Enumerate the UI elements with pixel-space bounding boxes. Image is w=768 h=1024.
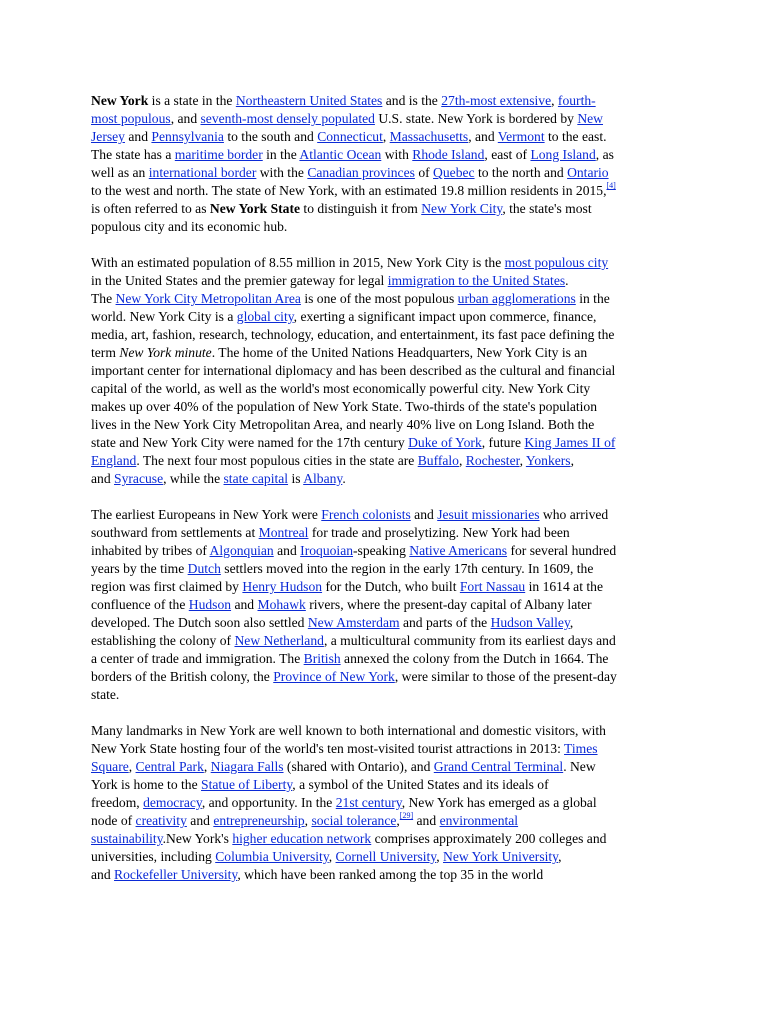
paragraph (91, 506, 691, 704)
text-run: and (410, 507, 438, 522)
text-line (91, 308, 691, 326)
wiki-link[interactable]: Buffalo (417, 453, 459, 468)
text-run: , and (468, 129, 498, 144)
wiki-link[interactable]: 27th-most extensive (441, 93, 552, 108)
text-line (91, 632, 691, 650)
text-line (91, 560, 691, 578)
wiki-link[interactable]: 21st century (335, 795, 402, 810)
text-line (91, 758, 691, 776)
text-run: and is the (382, 93, 442, 108)
text-line (91, 218, 691, 236)
text-run: , (558, 849, 562, 864)
wiki-link[interactable]: New York University (443, 849, 559, 864)
paragraph (91, 254, 691, 488)
text-line (91, 452, 691, 470)
text-run: well as an (91, 165, 149, 180)
text-line (91, 812, 691, 830)
text-line (91, 506, 691, 524)
text-run: borders of the British colony, the (91, 669, 274, 684)
wiki-link[interactable]: environmental (439, 813, 519, 828)
text-line (91, 362, 691, 380)
article-body (91, 92, 691, 884)
wiki-link[interactable]: Quebec (433, 165, 475, 180)
text-run: to the south and (223, 129, 318, 144)
wiki-link[interactable]: Yonkers (525, 453, 571, 468)
text-run: Many landmarks in New York are well known to both international and domestic visitors, with (91, 723, 606, 738)
text-run: , (203, 759, 211, 774)
wiki-link[interactable]: Rhode Island (412, 147, 485, 162)
citation-link[interactable]: [4] (606, 181, 616, 190)
text-line (91, 110, 691, 128)
wiki-link[interactable]: Northeastern United States (235, 93, 383, 108)
text-line (91, 164, 691, 182)
citation-ref[interactable] (400, 811, 413, 820)
text-line (91, 794, 691, 812)
wiki-link[interactable]: Rochester (465, 453, 520, 468)
text-run: in the (575, 291, 610, 306)
text-run: , (328, 849, 336, 864)
wiki-link[interactable]: Province of New York (273, 669, 395, 684)
text-run: in the (262, 147, 300, 162)
text-line (91, 146, 691, 164)
text-run: annexed the colony from the Dutch in 1664. The (340, 651, 609, 666)
text-run: , (128, 759, 136, 774)
text-run: universities, including (91, 849, 216, 864)
wiki-link[interactable]: Atlantic Ocean (299, 147, 382, 162)
text-run: media, art, fashion, research, technology, education, and entertainment, its fast pace defining the (91, 327, 615, 342)
text-run: , which have been ranked among the top 35 in the world (237, 867, 544, 882)
text-run: to the west and north. The state of New York, with an estimated 19.8 million residents in 2015, (91, 183, 607, 198)
paragraph-gap (91, 704, 691, 722)
text-run: for several hundred (507, 543, 617, 558)
text-run: world. New York City is a (91, 309, 237, 324)
wiki-link[interactable]: New Netherland (234, 633, 324, 648)
wiki-link[interactable]: Dutch (187, 561, 221, 576)
text-line (91, 614, 691, 632)
text-line (91, 866, 691, 884)
text-line (91, 722, 691, 740)
text-run: , were similar to those of the present-day (394, 669, 617, 684)
text-run: and (186, 813, 214, 828)
text-run: to the east. (544, 129, 607, 144)
wiki-link[interactable]: Central Park (135, 759, 204, 774)
wiki-link[interactable]: seventh-most densely populated (200, 111, 375, 126)
wiki-link[interactable]: Cornell University (335, 849, 437, 864)
text-line (91, 326, 691, 344)
text-line (91, 578, 691, 596)
wiki-link[interactable]: Hudson (188, 597, 232, 612)
citation-link[interactable]: [29] (399, 811, 414, 820)
text-run: . (342, 471, 346, 486)
text-line (91, 416, 691, 434)
text-run: developed. The Dutch soon also settled (91, 615, 308, 630)
text-run: of (414, 165, 434, 180)
wiki-link[interactable]: New York City Metropolitan Area (115, 291, 301, 306)
text-line (91, 380, 691, 398)
text-run: , future (481, 435, 525, 450)
text-run: . (565, 273, 569, 288)
wiki-link[interactable]: state capital (223, 471, 289, 486)
text-run: is (288, 471, 304, 486)
text-run: state and New York City were named for the 17th century (91, 435, 409, 450)
wiki-link[interactable]: Long Island (530, 147, 596, 162)
text-run: . New (563, 759, 596, 774)
wiki-link[interactable]: England (91, 453, 137, 468)
text-line (91, 92, 691, 110)
text-run: capital of the world, as well as the world's most economically powerful city. New York City (91, 381, 591, 396)
text-run: and (273, 543, 301, 558)
wiki-link[interactable]: fourth- (557, 93, 596, 108)
text-run: important center for international diplomacy and has been described as the cultural and financial (91, 363, 616, 378)
wiki-link[interactable]: Statue of Liberty (201, 777, 293, 792)
text-run: , and (170, 111, 201, 126)
wiki-link[interactable]: French colonists (321, 507, 411, 522)
text-run: with (381, 147, 413, 162)
text-run: to the north and (474, 165, 568, 180)
text-line (91, 434, 691, 452)
text-run: node of (91, 813, 136, 828)
text-run: and (91, 471, 115, 486)
text-line (91, 830, 691, 848)
text-line (91, 344, 691, 362)
bold-term: New York (91, 93, 149, 108)
wiki-link[interactable]: Syracuse (114, 471, 164, 486)
text-line (91, 650, 691, 668)
text-line (91, 254, 691, 272)
text-line (91, 596, 691, 614)
text-run: for the Dutch, who built (322, 579, 460, 594)
text-run: . The home of the United Nations Headquarters, New York City is an (211, 345, 588, 360)
text-line (91, 740, 691, 758)
text-run: and (124, 129, 152, 144)
wiki-link[interactable]: democracy (143, 795, 202, 810)
text-run: is one of the most populous (300, 291, 458, 306)
text-run: in 1614 at the (525, 579, 603, 594)
text-run: lives in the New York City Metropolitan Area, and nearly 40% live on Long Island. Both the (91, 417, 595, 432)
wiki-link[interactable]: immigration to the United States (387, 273, 566, 288)
text-run: establishing the colony of (91, 633, 235, 648)
text-run: years by the time (91, 561, 188, 576)
text-line (91, 776, 691, 794)
wiki-link[interactable]: Jersey (91, 129, 125, 144)
wiki-link[interactable]: sustainability (91, 831, 163, 846)
wiki-link[interactable]: Rockefeller University (114, 867, 238, 882)
text-run: a center of trade and immigration. The (91, 651, 304, 666)
wiki-link[interactable]: global city (236, 309, 294, 324)
text-run: , (396, 813, 400, 828)
wiki-link[interactable]: Hudson Valley (490, 615, 570, 630)
text-run: , (551, 93, 558, 108)
text-line (91, 542, 691, 560)
text-run: region was first claimed by (91, 579, 243, 594)
text-run: rivers, where the present-day capital of Albany later (305, 597, 592, 612)
text-run: , (382, 129, 390, 144)
text-run: freedom, (91, 795, 144, 810)
wiki-link[interactable]: New Amsterdam (307, 615, 400, 630)
text-run: U.S. state. New York is bordered by (374, 111, 578, 126)
bold-term: New York State (209, 201, 301, 216)
text-line (91, 848, 691, 866)
text-run: state. (91, 687, 120, 702)
paragraph-gap (91, 236, 691, 254)
text-run: , (436, 849, 444, 864)
text-run: , a multicultural community from its earliest days and (323, 633, 616, 648)
wiki-link[interactable]: Connecticut (317, 129, 383, 144)
paragraph (91, 722, 691, 884)
text-run: , (458, 453, 466, 468)
wiki-link[interactable]: Montreal (258, 525, 309, 540)
text-line (91, 470, 691, 488)
wiki-link[interactable]: social tolerance (311, 813, 397, 828)
italic-term: New York minute (119, 345, 212, 360)
wiki-link[interactable]: most populous (91, 111, 171, 126)
text-run: is a state in the (148, 93, 236, 108)
paragraph-gap (91, 488, 691, 506)
wiki-link[interactable]: Native Americans (409, 543, 508, 558)
text-run: to distinguish it from (300, 201, 422, 216)
citation-ref[interactable] (607, 181, 616, 190)
text-run: , while the (163, 471, 224, 486)
wiki-link[interactable]: Ontario (567, 165, 609, 180)
text-run: . The next four most populous cities in the state are (136, 453, 418, 468)
wiki-link[interactable]: urban agglomerations (457, 291, 576, 306)
text-run: and (231, 597, 258, 612)
wiki-link[interactable]: Vermont (497, 129, 545, 144)
text-run: , exerting a significant impact upon commerce, finance, (293, 309, 597, 324)
text-line (91, 668, 691, 686)
text-run: confluence of the (91, 597, 189, 612)
text-run: , (304, 813, 312, 828)
text-run: and parts of the (399, 615, 491, 630)
wiki-link[interactable]: Grand Central Terminal (433, 759, 564, 774)
text-run: for trade and proselytizing. New York had been (308, 525, 570, 540)
wiki-link[interactable]: New (577, 111, 603, 126)
wiki-link[interactable]: Massachusetts (389, 129, 469, 144)
wiki-link[interactable]: Albany (303, 471, 343, 486)
wiki-link[interactable]: Mohawk (257, 597, 306, 612)
text-run: who arrived (539, 507, 609, 522)
text-line (91, 272, 691, 290)
wiki-link[interactable]: King James II of (524, 435, 616, 450)
wiki-link[interactable]: British (303, 651, 341, 666)
wiki-link[interactable]: Canadian provinces (307, 165, 415, 180)
text-run: New York State hosting four of the world's ten most-visited tourist attractions in 2013: (91, 741, 565, 756)
text-run: York is home to the (91, 777, 202, 792)
text-run: , as (595, 147, 614, 162)
text-run: The state has a (91, 147, 175, 162)
text-run: -speaking (353, 543, 410, 558)
wiki-link[interactable]: Columbia University (215, 849, 329, 864)
wiki-link[interactable]: Niagara Falls (210, 759, 284, 774)
text-run: .New York's (162, 831, 233, 846)
text-line (91, 524, 691, 542)
wiki-link[interactable]: Pennsylvania (151, 129, 224, 144)
text-run: with the (256, 165, 308, 180)
text-run: The (91, 291, 116, 306)
text-run: and (91, 867, 115, 882)
text-run: term (91, 345, 120, 360)
text-line (91, 200, 691, 218)
text-run: , (570, 453, 574, 468)
text-run: The earliest Europeans in New York were (91, 507, 322, 522)
wiki-link[interactable]: Algonquian (209, 543, 274, 558)
wiki-link[interactable]: Henry Hudson (242, 579, 323, 594)
wiki-link[interactable]: international border (148, 165, 257, 180)
wiki-link[interactable]: Jesuit missionaries (437, 507, 540, 522)
text-run: and (413, 813, 440, 828)
text-run: , and opportunity. In the (201, 795, 336, 810)
wiki-link[interactable]: Fort Nassau (459, 579, 526, 594)
text-run: (shared with Ontario), and (283, 759, 434, 774)
text-run: , (569, 615, 574, 630)
wiki-link[interactable]: maritime border (174, 147, 263, 162)
wiki-link[interactable]: higher education network (232, 831, 372, 846)
text-line (91, 686, 691, 704)
wiki-link[interactable]: Iroquoian (300, 543, 354, 558)
wiki-link[interactable]: creativity (135, 813, 187, 828)
text-run: , the state's most (502, 201, 592, 216)
text-run: comprises approximately 200 colleges and (371, 831, 607, 846)
text-run: , a symbol of the United States and its ideals of (292, 777, 549, 792)
text-run: populous city and its economic hub. (91, 219, 288, 234)
text-run: makes up over 40% of the population of New York State. Two-thirds of the state's population (91, 399, 598, 414)
text-run: is often referred to as (91, 201, 210, 216)
wiki-link[interactable]: Square (91, 759, 129, 774)
text-line (91, 398, 691, 416)
wiki-link[interactable]: most populous city (504, 255, 609, 270)
wiki-link[interactable]: New York City (421, 201, 503, 216)
text-line (91, 182, 691, 200)
text-run: southward from settlements at (91, 525, 259, 540)
wiki-link[interactable]: Duke of York (408, 435, 482, 450)
text-run: settlers moved into the region in the early 17th century. In 1609, the (220, 561, 594, 576)
text-line (91, 290, 691, 308)
wiki-link[interactable]: entrepreneurship (213, 813, 305, 828)
text-run: in the United States and the premier gateway for legal (91, 273, 388, 288)
paragraph (91, 92, 691, 236)
wiki-link[interactable]: Times (564, 741, 598, 756)
text-run: , east of (484, 147, 531, 162)
text-run: , New York has emerged as a global (401, 795, 597, 810)
text-run: , (519, 453, 526, 468)
text-run: inhabited by tribes of (91, 543, 210, 558)
text-line (91, 128, 691, 146)
text-run: With an estimated population of 8.55 million in 2015, New York City is the (91, 255, 505, 270)
